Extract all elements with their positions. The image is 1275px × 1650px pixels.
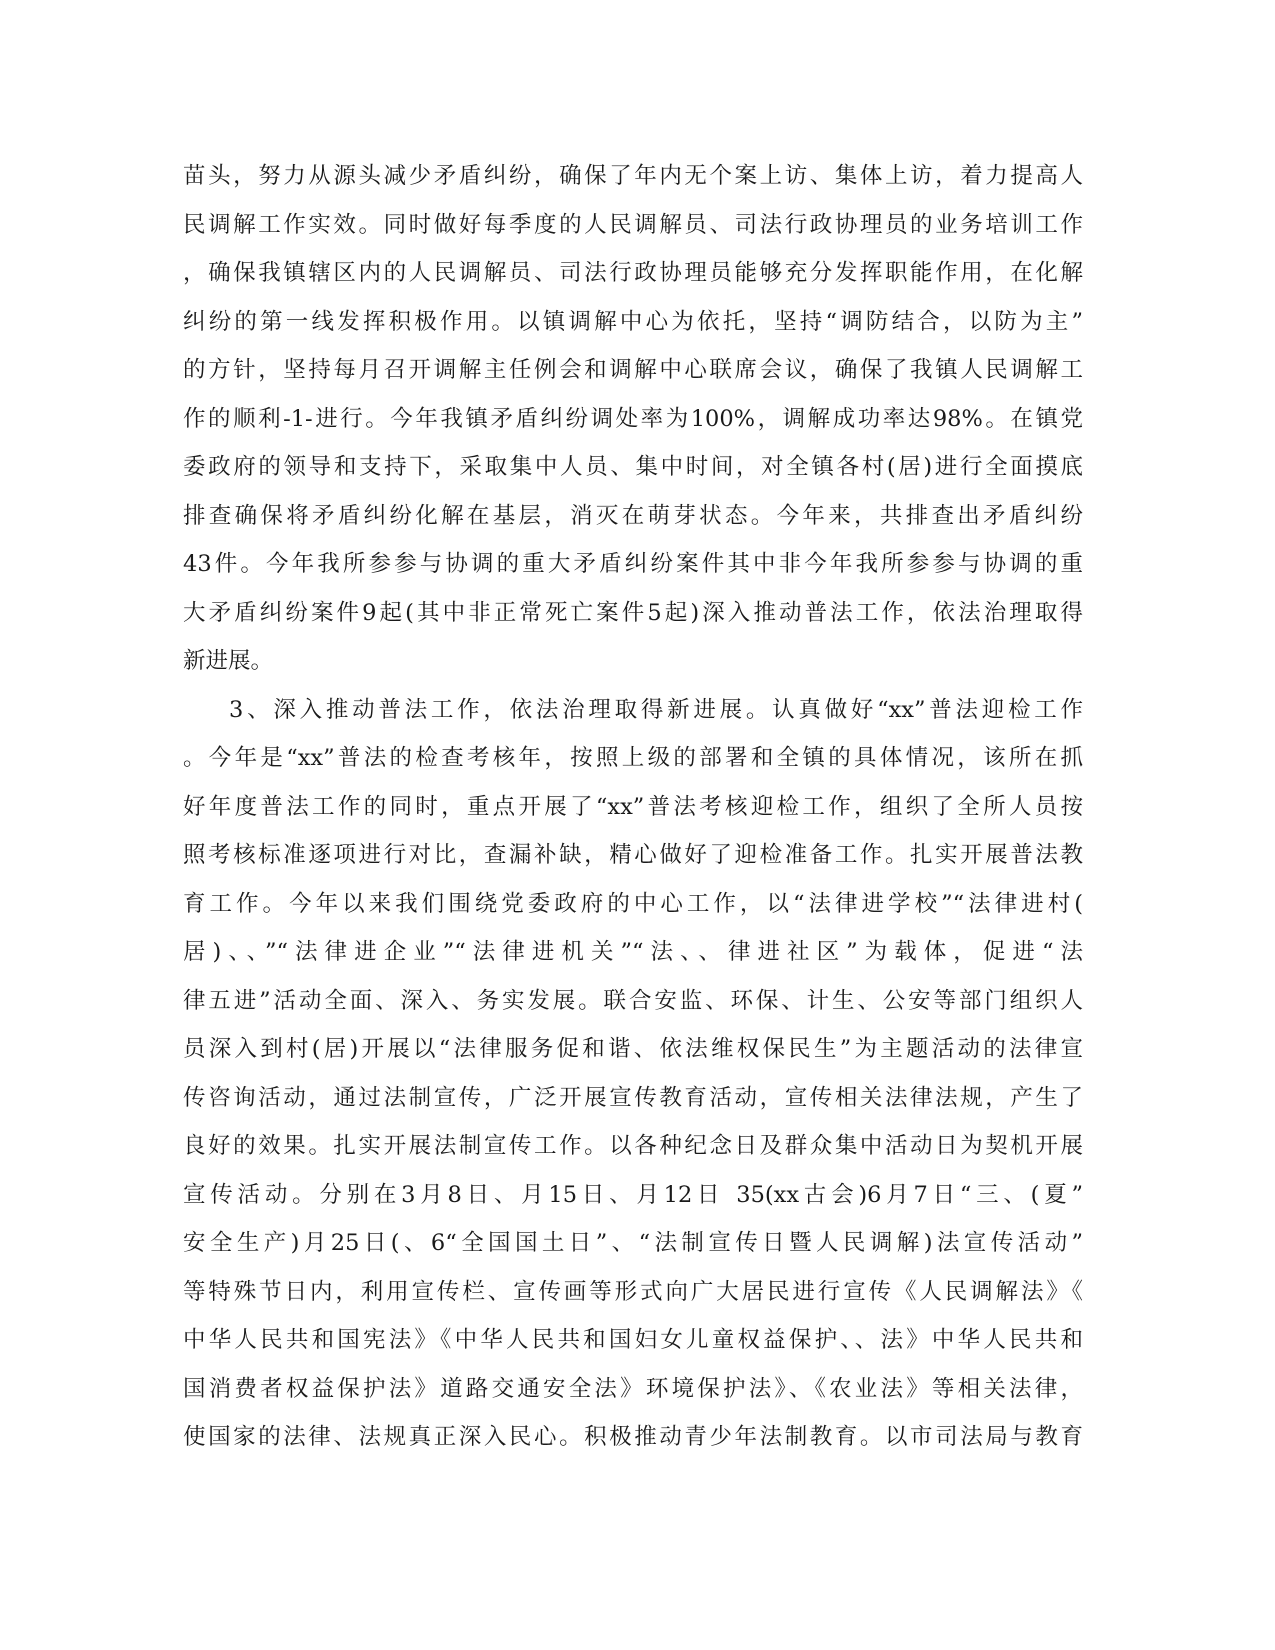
text-line: 排查确保将矛盾纠纷化解在基层，消灭在萌芽状态。今年来，共排查出矛盾纠纷 — [183, 502, 1083, 529]
text-line: 传咨询活动，通过法制宣传，广泛开展宣传教育活动，宣传相关法律法规，产生了 — [183, 1084, 1083, 1111]
text-line: 好年度普法工作的同时，重点开展了“xx”普法考核迎检工作，组织了全所人员按 — [183, 793, 1083, 820]
text-line: 新进展。 — [183, 648, 274, 674]
text-line: 3、深入推动普法工作，依法治理取得新进展。认真做好“xx”普法迎检工作 — [229, 696, 1083, 723]
text-line: 的方针，坚持每月召开调解主任例会和调解中心联席会议，确保了我镇人民调解工 — [183, 357, 1083, 383]
text-line: 。今年是“xx”普法的检查考核年，按照上级的部署和全镇的具体情况，该所在抓 — [183, 745, 1083, 771]
text-line: 作的顺利-1-进行。今年我镇矛盾纠纷调处率为100%，调解成功率达98%。在镇党 — [183, 405, 1083, 432]
text-line: 居)、、”“法律进企业”“法律进机关”“法、、律进社区”为载体，促进“法 — [183, 939, 1083, 965]
text-line: 大矛盾纠纷案件9起(其中非正常死亡案件5起)深入推动普法工作，依法治理取得 — [183, 599, 1083, 626]
body-text — [183, 152, 1083, 1462]
text-line: 育工作。今年以来我们围绕党委政府的中心工作，以“法律进学校”“法律进村( — [183, 890, 1083, 917]
text-line: 员深入到村(居)开展以“法律服务促和谐、依法维权保民生”为主题活动的法律宣 — [183, 1036, 1083, 1062]
text-line: 国消费者权益保护法》道路交通安全法》环境保护法》、《农业法》等相关法律， — [183, 1375, 1083, 1402]
text-line: 43件。今年我所参参与协调的重大矛盾纠纷案件其中非今年我所参参与协调的重 — [183, 551, 1083, 577]
text-line: 照考核标准逐项进行对比，查漏补缺，精心做好了迎检准备工作。扎实开展普法教 — [183, 842, 1083, 868]
text-line: 委政府的领导和支持下，采取集中人员、集中时间，对全镇各村(居)进行全面摸底 — [183, 454, 1083, 480]
text-line: 苗头，努力从源头减少矛盾纠纷，确保了年内无个案上访、集体上访，着力提高人 — [183, 163, 1083, 189]
text-line: 良好的效果。扎实开展法制宣传工作。以各种纪念日及群众集中活动日为契机开展 — [183, 1133, 1083, 1159]
text-line: 安全生产)月25日(、6“全国国土日”、“法制宣传日暨人民调解)法宣传活动” — [183, 1230, 1083, 1256]
text-line: 中华人民共和国宪法》《中华人民共和国妇女儿童权益保护、、法》中华人民共和 — [183, 1327, 1083, 1353]
text-line: 纠纷的第一线发挥积极作用。以镇调解中心为依托，坚持“调防结合，以防为主” — [183, 308, 1083, 335]
text-line: 宣传活动。分别在3月8日、月15日、月12日 35(xx古会)6月7日“三、(夏” — [183, 1181, 1083, 1208]
text-line: 民调解工作实效。同时做好每季度的人民调解员、司法行政协理员的业务培训工作 — [183, 211, 1083, 238]
text-line: ，确保我镇辖区内的人民调解员、司法行政协理员能够充分发挥职能作用，在化解 — [183, 260, 1083, 286]
text-line: 等特殊节日内，利用宣传栏、宣传画等形式向广大居民进行宣传《人民调解法》《 — [183, 1278, 1083, 1305]
text-line: 律五进”活动全面、深入、务实发展。联合安监、环保、计生、公安等部门组织人 — [183, 987, 1083, 1014]
text-line: 使国家的法律、法规真正深入民心。积极推动青少年法制教育。以市司法局与教育 — [183, 1424, 1083, 1450]
